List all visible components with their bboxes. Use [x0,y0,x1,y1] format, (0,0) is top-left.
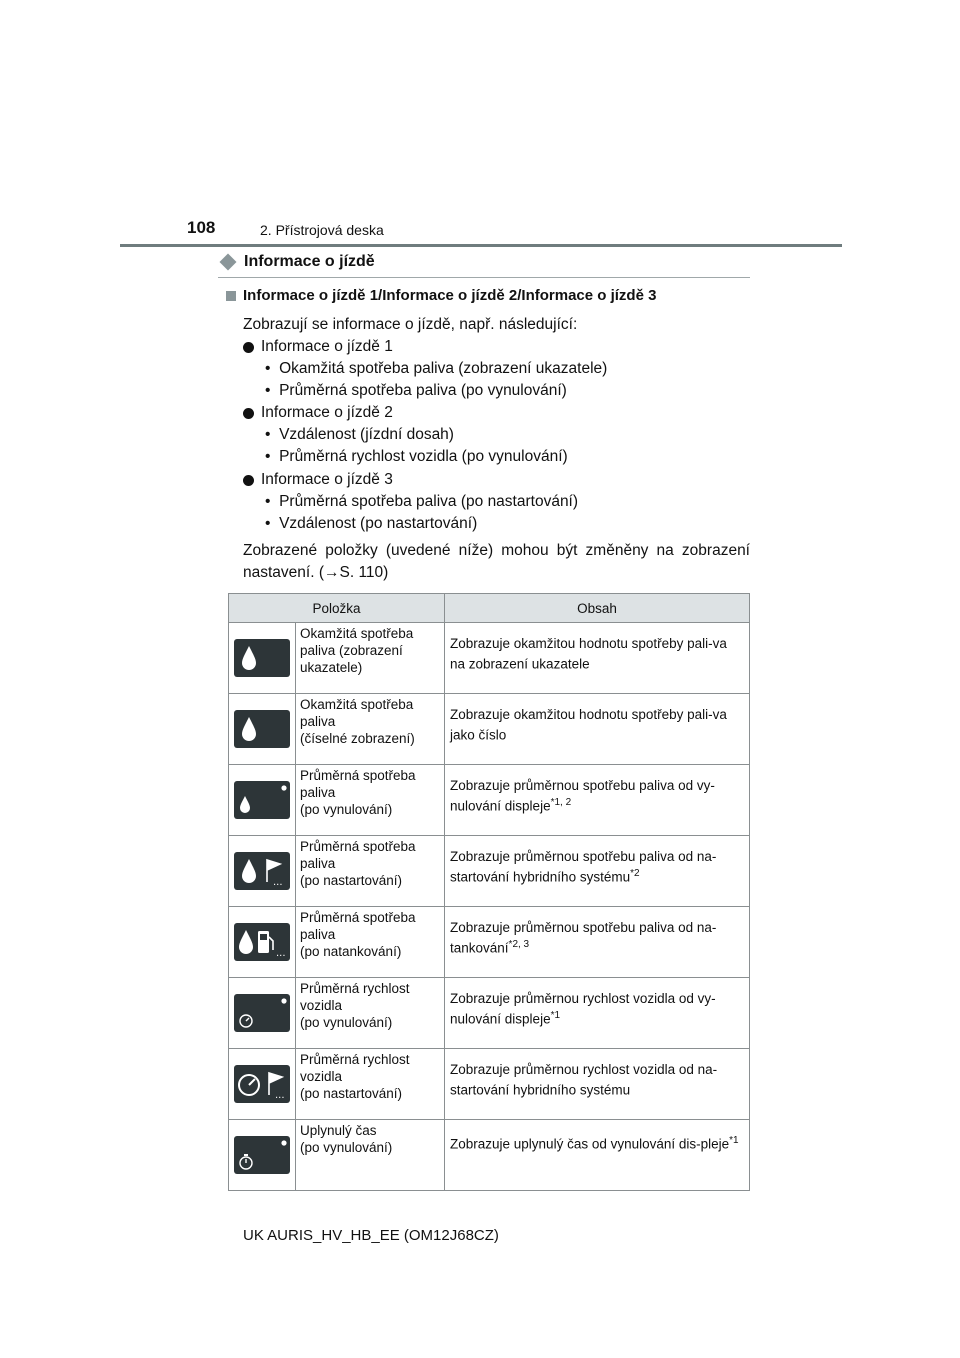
section-title-text: Informace o jízdě [244,253,375,270]
table-row: Okamžitá spotřeba paliva (číselné zobrazení) Zobrazuje okamžitou hodnotu spotřeby pali-va jako číslo [229,694,750,765]
list-item: • Průměrná spotřeba paliva (po vynulování) [265,382,567,399]
table-header-row [229,594,750,623]
subsection-title-text: Informace o jízdě 1/Informace o jízdě 2/Informace o jízdě 3 [243,287,657,304]
fuel-drop-pump-icon [234,923,290,961]
bullet-dot-icon [243,475,254,486]
chapter-title: 2. Přístrojová deska [260,222,384,238]
speedometer-reset-icon [234,994,290,1032]
diamond-icon [220,254,237,271]
header-content: Obsah [445,594,750,623]
table-row: Uplynulý čas (po vynulování) Zobrazuje uplynulý čas od vynulování dis-pleje$^{*1}$ [229,1120,750,1191]
fuel-drop-flag-icon [234,852,290,890]
table-row: ... Průměrná spotřeba paliva (po natankování) Zobrazuje průměrnou spotřebu paliva od na-tankování$^{*2, 3}$ [229,907,750,978]
table-row: Průměrná rychlost vozidla (po vynulování) Zobrazuje průměrnou rychlost vozidla od vy-nulování displeje$^{*1}$ [229,978,750,1049]
table-row: Průměrná spotřeba paliva (po vynulování) Zobrazuje průměrnou spotřebu paliva od vy-nulování displeje$^{*1, 2}$ [229,765,750,836]
svg-text:...: ... [273,877,283,888]
stopwatch-reset-icon [234,1136,290,1174]
header-rule [120,244,842,247]
intro-text: Zobrazují se informace o jízdě, např. následující: [243,316,578,333]
fuel-drop-reset-icon [234,781,290,819]
list-item: • Průměrná rychlost vozidla (po vynulování) [265,448,568,465]
fuel-drop-gauge-icon [234,639,290,677]
table-row: Okamžitá spotřeba paliva (zobrazení ukazatele) Zobrazuje okamžitou hodnotu spotřeby pali-va na zobrazení ukazatele [229,623,750,694]
outro-paragraph: Zobrazené položky (uvedené níže) mohou být změněny na zobrazení nastavení. (→S. 110) [243,542,750,581]
list-item: • Okamžitá spotřeba paliva (zobrazení ukazatele) [265,360,608,377]
speedometer-flag-icon [234,1065,290,1103]
footer-doc-id: UK AURIS_HV_HB_EE (OM12J68CZ) [243,1227,499,1244]
svg-text:...: ... [276,948,286,959]
info-table [228,593,750,1191]
subsection-heading [226,287,656,304]
list-item: • Vzdálenost (po nastartování) [265,515,478,532]
page-number: 108 [187,218,216,237]
square-bullet-icon [226,291,236,301]
table-row: ... Průměrná spotřeba paliva (po nastartování) Zobrazuje průměrnou spotřebu paliva od na-startování hybridního systému$^{*2}$ [229,836,750,907]
group-heading: Informace o jízdě 1 [243,336,393,358]
list-item: • Průměrná spotřeba paliva (po nastartování) [265,493,579,510]
section-rule [218,277,750,278]
svg-text:...: ... [275,1090,285,1101]
bullet-dot-icon [243,408,254,419]
group-heading: Informace o jízdě 2 [243,402,393,424]
section-heading [218,253,375,271]
table-row: ... Průměrná rychlost vozidla (po nastartování) Zobrazuje průměrnou rychlost vozidla od na-startování hybridního systému [229,1049,750,1120]
header-item: Položka [229,594,445,623]
list-item: • Vzdálenost (jízdní dosah) [265,426,454,443]
bullet-dot-icon [243,342,254,353]
group-heading: Informace o jízdě 3 [243,469,393,491]
fuel-drop-number-icon [234,710,290,748]
